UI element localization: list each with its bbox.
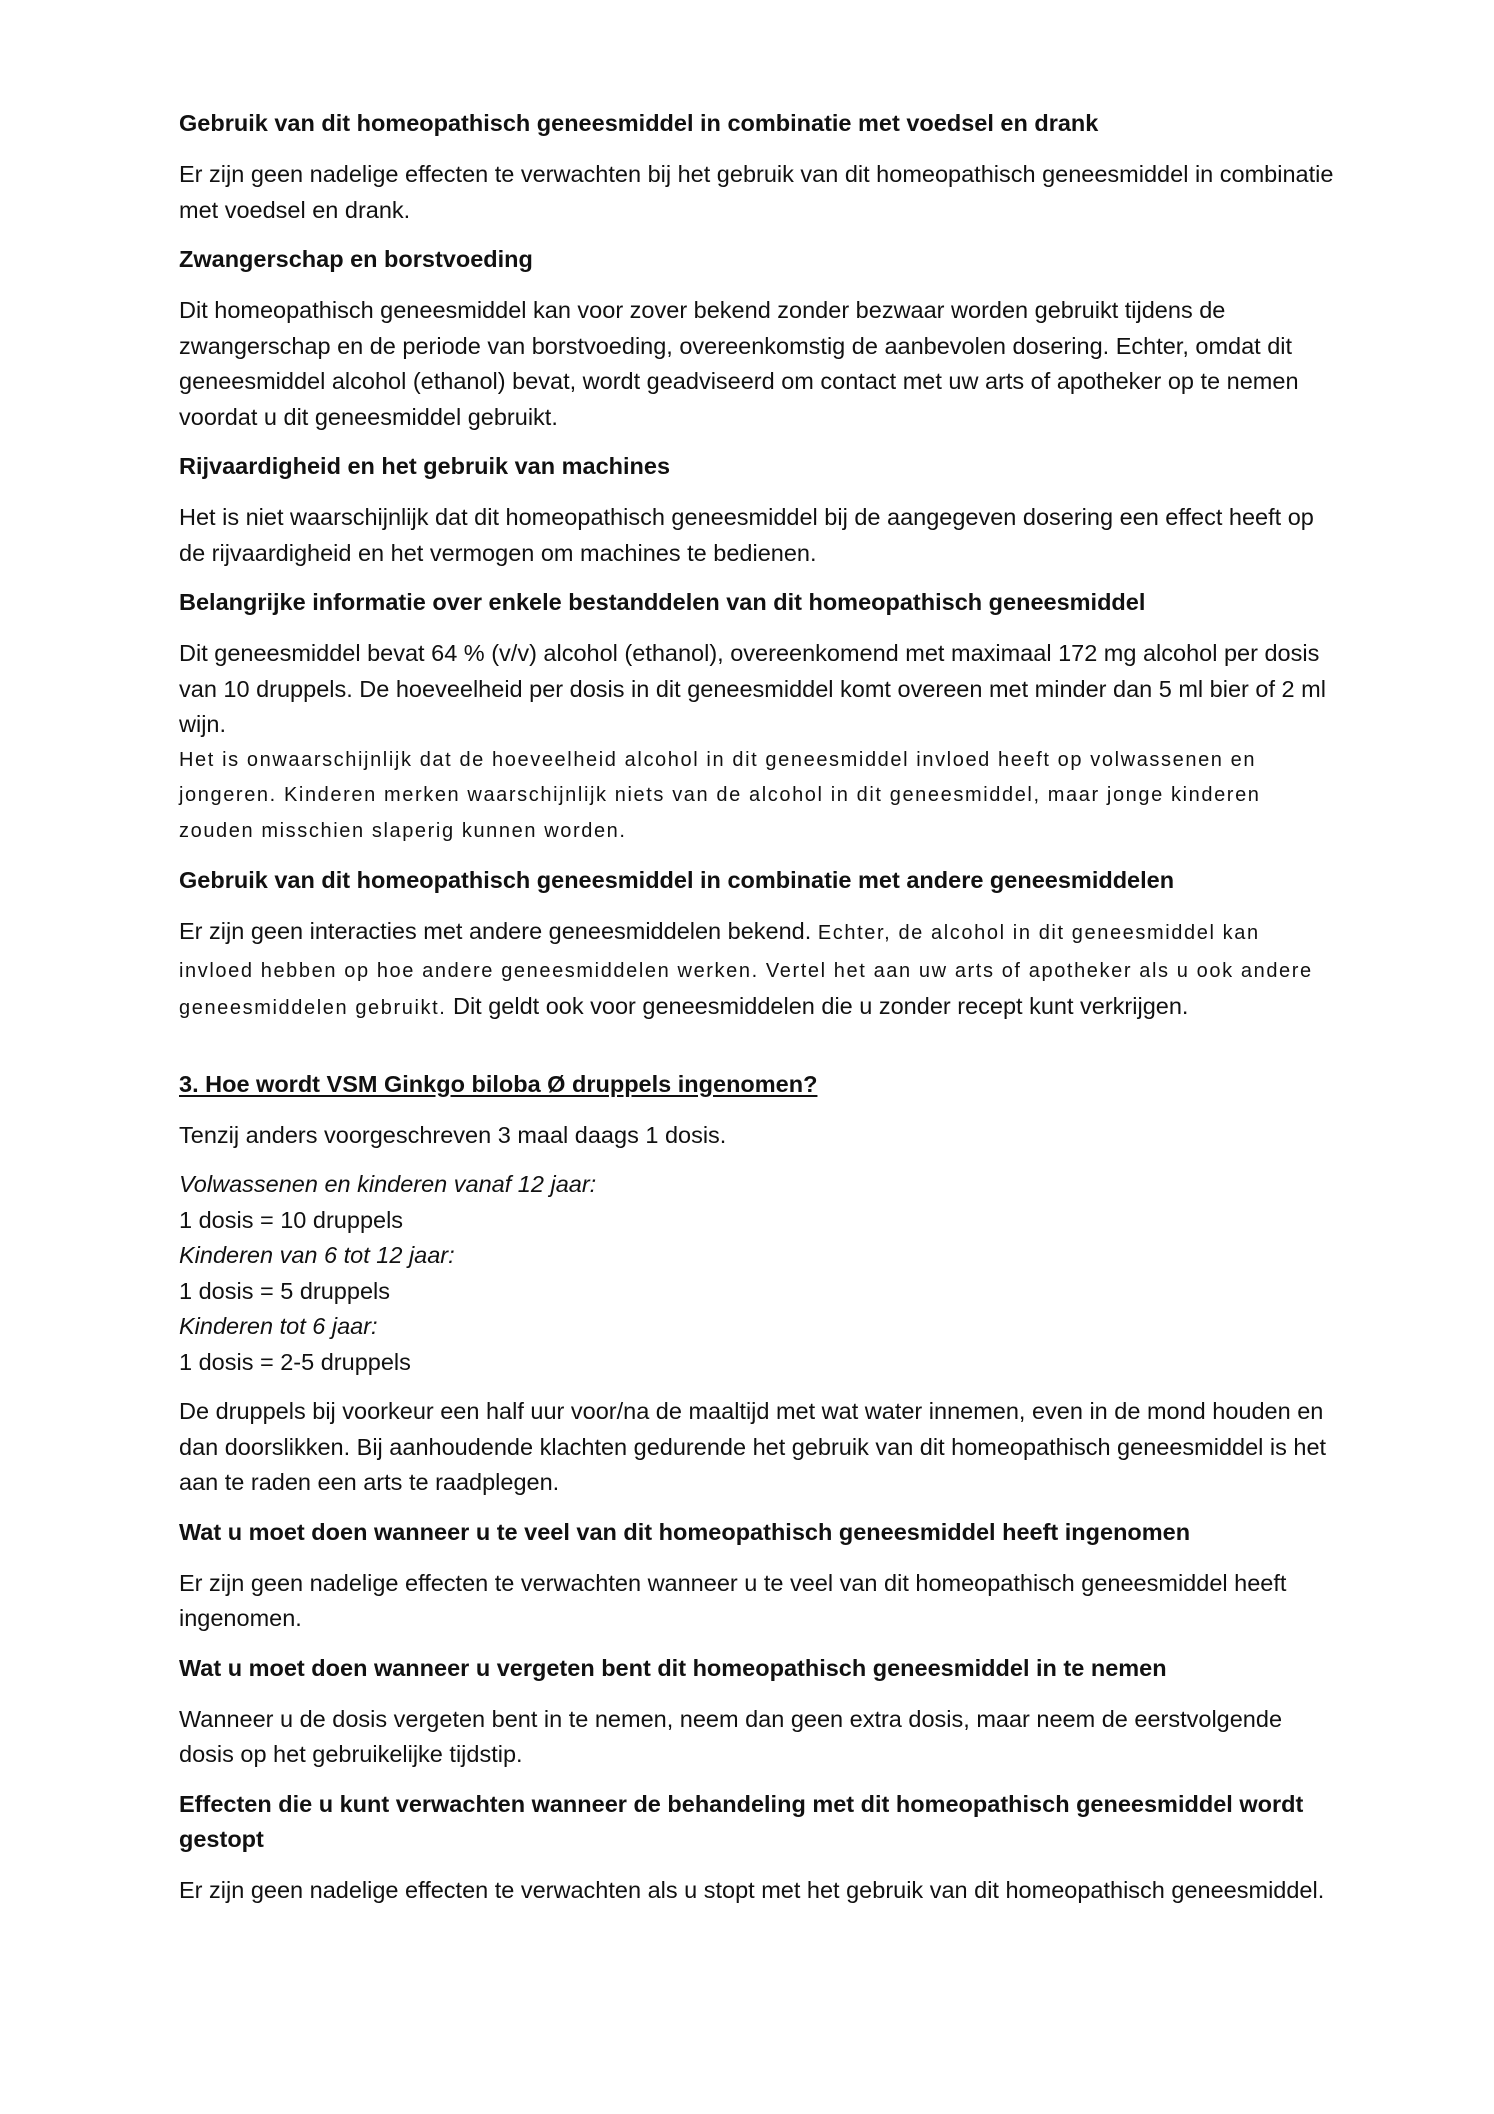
dosage-list — [179, 1167, 1334, 1380]
stop-treatment-heading: Effecten die u kunt verwachten wanneer de behandeling met dit homeopathisch geneesmiddel wordt gestopt — [179, 1790, 1304, 1852]
ingredients-heading: Belangrijke informatie over enkele bestanddelen van dit homeopathisch geneesmiddel — [179, 589, 1146, 615]
stop-treatment-paragraph: Er zijn geen nadelige effecten te verwachten als u stopt met het gebruik van dit homeopathisch geneesmiddel. — [179, 1876, 1325, 1903]
food-paragraph: Er zijn geen nadelige effecten te verwachten bij het gebruik van dit homeopathisch geneesmiddel in combinatie met voedsel en drank. — [179, 161, 1334, 223]
intake-paragraph: De druppels bij voorkeur een half uur voor/na de maaltijd met wat water innemen, even in de mond houden en dan doorslikken. Bij aanhoudende klachten gedurende het gebruik van dit homeopathisch geneesmiddel is het aan te raden een arts te raadplegen. — [179, 1398, 1327, 1495]
dosage-value-adults: 1 dosis = 10 druppels — [179, 1206, 404, 1233]
interactions-heading: Gebruik van dit homeopathisch geneesmiddel in combinatie met andere geneesmiddelen — [179, 867, 1175, 893]
dosage-value-children-6-12: 1 dosis = 5 druppels — [179, 1277, 390, 1304]
dosage-group-adults: Volwassenen en kinderen vanaf 12 jaar: — [179, 1171, 597, 1197]
pregnancy-paragraph: Dit homeopathisch geneesmiddel kan voor zover bekend zonder bezwaar worden gebruikt tijdens de zwangerschap en de periode van borstvoeding, overeenkomstig de aanbevolen dosering. Echter, omdat dit geneesmiddel alcohol (ethanol) bevat, wordt geadviseerd om contact met uw arts of apotheker op te nemen voordat u dit geneesmiddel gebruikt. — [179, 297, 1299, 430]
pregnancy-heading: Zwangerschap en borstvoeding — [179, 246, 533, 272]
missed-dose-heading: Wat u moet doen wanneer u vergeten bent dit homeopathisch geneesmiddel in te nemen — [179, 1654, 1167, 1681]
missed-dose-paragraph: Wanneer u de dosis vergeten bent in te nemen, neem dan geen extra dosis, maar neem de eerstvolgende dosis op het gebruikelijke tijdstip. — [179, 1705, 1283, 1767]
dosage-value-children-under-6: 1 dosis = 2-5 druppels — [179, 1348, 411, 1375]
section-3-title: 3. Hoe wordt VSM Ginkgo biloba Ø druppels ingenomen? — [179, 1070, 818, 1097]
ingredients-small-paragraph: Het is onwaarschijnlijk dat de hoeveelheid alcohol in dit geneesmiddel invloed heeft op volwassenen en jongeren. Kinderen merken waarschijnlijk niets van de alcohol in dit geneesmiddel, maar jonge kinderen zouden misschien slaperig kunnen worden. — [179, 748, 1261, 842]
food-heading: Gebruik van dit homeopathisch geneesmiddel in combinatie met voedsel en drank — [179, 110, 1099, 136]
interactions-text-small: Echter, de alcohol in dit geneesmiddel kan invloed hebben op hoe andere geneesmiddelen werken. Vertel het aan uw arts of apotheker als u ook andere geneesmiddelen gebruikt. — [179, 922, 1313, 1019]
section-3-intro: Tenzij anders voorgeschreven 3 maal daags 1 dosis. — [179, 1121, 727, 1148]
overdose-heading: Wat u moet doen wanneer u te veel van dit homeopathisch geneesmiddel heeft ingenomen — [179, 1518, 1191, 1545]
interactions-paragraph — [179, 914, 1334, 1027]
driving-paragraph: Het is niet waarschijnlijk dat dit homeopathisch geneesmiddel bij de aangegeven dosering een effect heeft op de rijvaardigheid en het vermogen om machines te bedienen. — [179, 504, 1314, 566]
interactions-text-b: Dit geldt ook voor geneesmiddelen die u zonder recept kunt verkrijgen. — [446, 993, 1189, 1019]
driving-heading: Rijvaardigheid en het gebruik van machines — [179, 453, 671, 479]
interactions-text-a: Er zijn geen interacties met andere geneesmiddelen bekend. — [179, 918, 818, 944]
dosage-group-children-6-12: Kinderen van 6 tot 12 jaar: — [179, 1242, 455, 1268]
overdose-paragraph: Er zijn geen nadelige effecten te verwachten wanneer u te veel van dit homeopathisch geneesmiddel heeft ingenomen. — [179, 1569, 1287, 1631]
ingredients-paragraph: Dit geneesmiddel bevat 64 % (v/v) alcohol (ethanol), overeenkomend met maximaal 172 mg alcohol per dosis van 10 druppels. De hoeveelheid per dosis in dit geneesmiddel komt overeen met minder dan 5 ml bier of 2 ml wijn. — [179, 640, 1326, 737]
dosage-group-children-under-6: Kinderen tot 6 jaar: — [179, 1313, 378, 1339]
